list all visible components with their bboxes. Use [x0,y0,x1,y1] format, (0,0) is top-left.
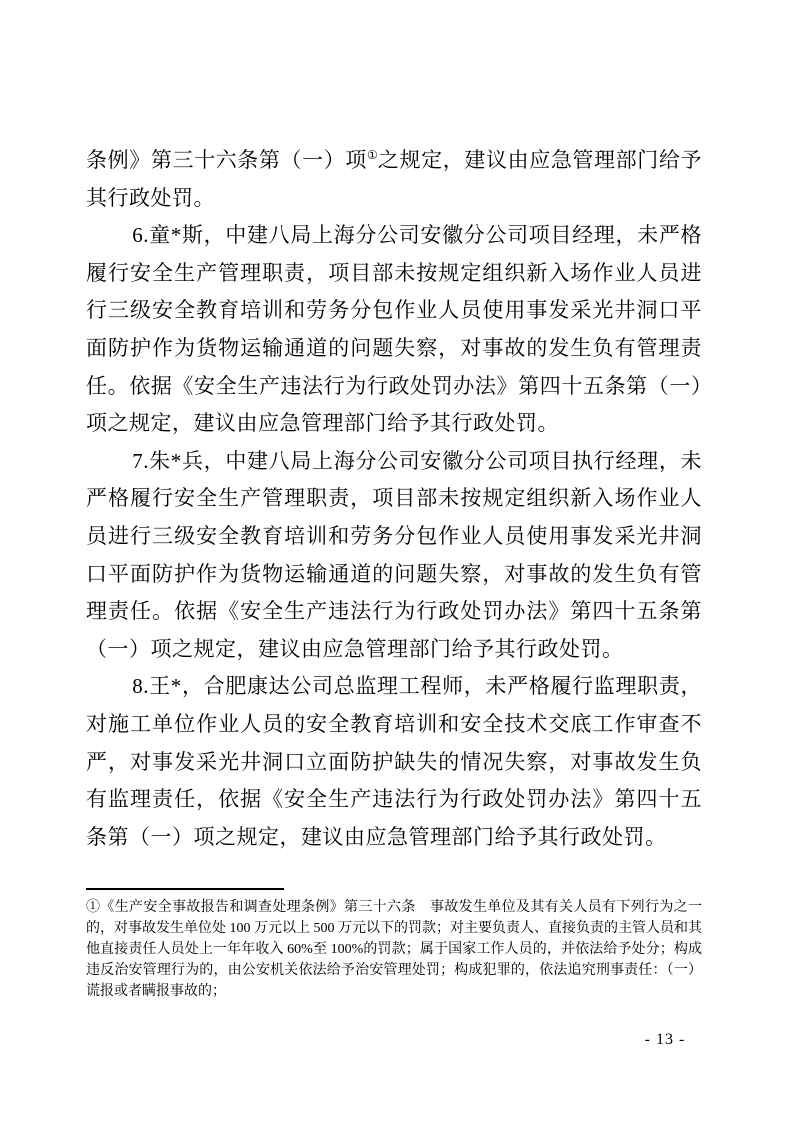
footnote-reference-mark: ① [367,148,378,162]
paragraph-item-8: 8.王*，合肥康达公司总监理工程师，未严格履行监理职责，对施工单位作业人员的安全教育培训和安全技术交底工作审查不严，对事发采光井洞口立面防护缺失的情况失察，对事故发生负有监理责任，依据《安全生产违法行为行政处罚办法》第四十五条第（一）项之规定，建议由应急管理部门给予其行政处罚。 [86,674,702,849]
footnote-separator [86,888,284,890]
footnote-text: ①《生产安全事故报告和调查处理条例》第三十六条 事故发生单位及其有关人员有下列行为之一的，对事故发生单位处 100 万元以上 500 万元以下的罚款；对主要负责人、直接负责的主管人员和其他直接责任人员处上一年年收入 60%至 100%的罚款；属于国家工作人员的，并依法给予处分；构成违反治安管理行为的，由公安机关依法给予治安管理处罚；构成犯罪的，依法追究刑事责任：（一）谎报或者瞒报事故的； [86,900,702,999]
body-text [86,142,702,856]
paragraph-continuation-text-after: 之规定，建议由应急管理部门给予其行政处罚。 [86,148,703,210]
paragraph-item-6: 6.童*斯，中建八局上海分公司安徽分公司项目经理，未严格履行安全生产管理职责，项目部未按规定组织新入场作业人员进行三级安全教育培训和劳务分包作业人员使用事发采光井洞口平面防护作为货物运输通道的问题失察，对事故的发生负有管理责任。依据《安全生产违法行为行政处罚办法》第四十五条第（一）项之规定，建议由应急管理部门给予其行政处罚。 [86,223,702,436]
paragraph-continuation [86,142,702,217]
paragraph-continuation-text-before: 条例》第三十六条第（一）项 [86,148,368,172]
page-number: - 13 - [644,1031,686,1048]
paragraph-item-7: 7.朱*兵，中建八局上海分公司安徽分公司项目执行经理，未严格履行安全生产管理职责，项目部未按规定组织新入场作业人员进行三级安全教育培训和劳务分包作业人员使用事发采光井洞口平面防护作为货物运输通道的问题失察，对事故的发生负有管理责任。依据《安全生产违法行为行政处罚办法》第四十五条第（一）项之规定，建议由应急管理部门给予其行政处罚。 [86,448,702,661]
